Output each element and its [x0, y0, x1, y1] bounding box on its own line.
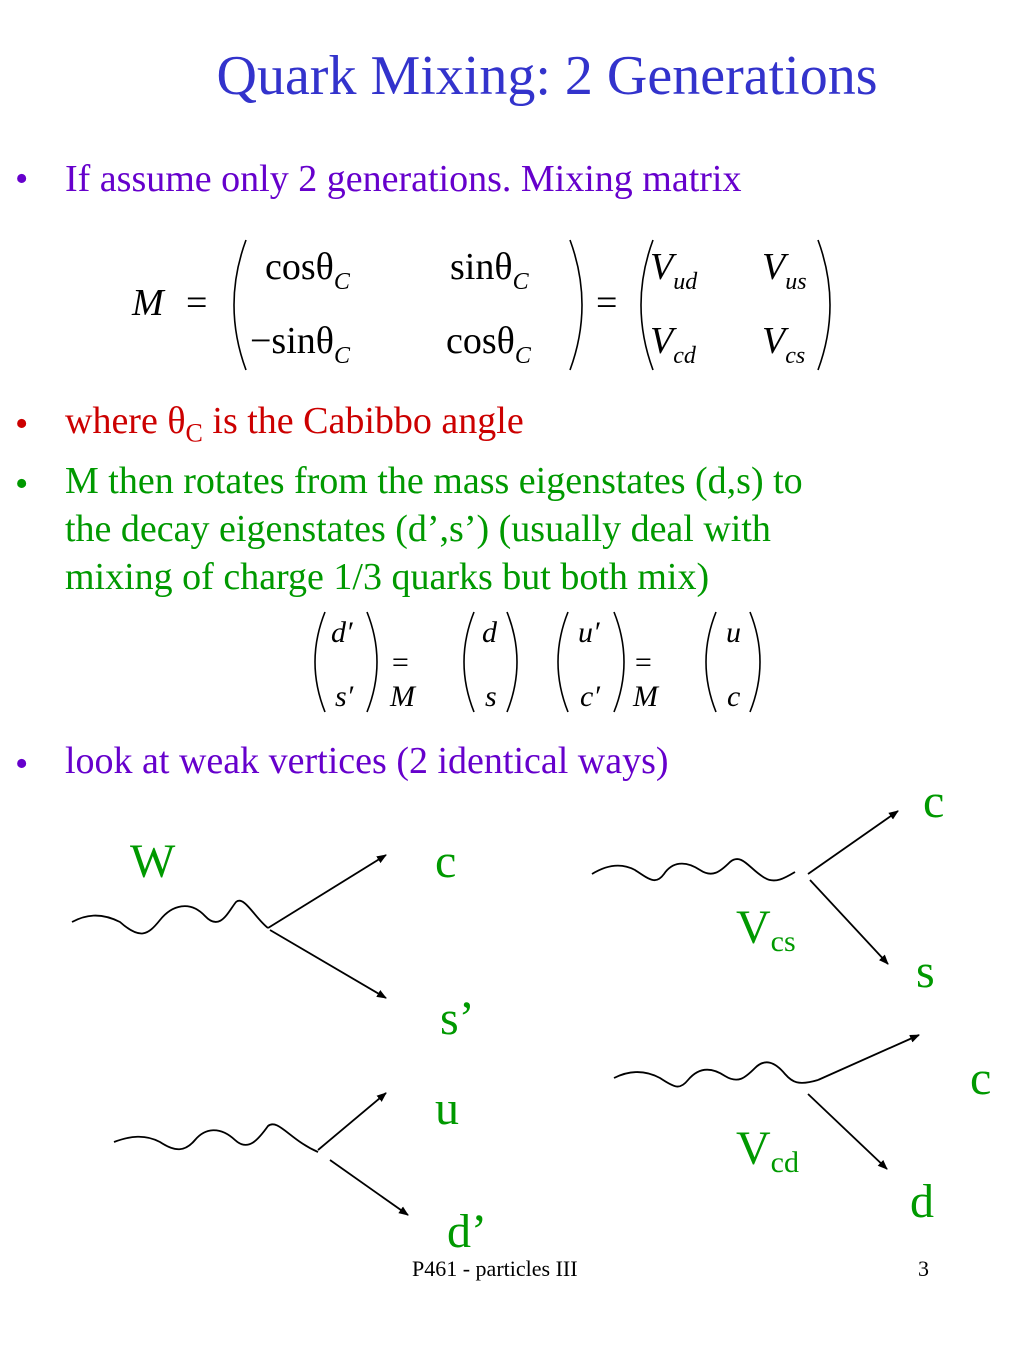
- ckm-vud: $V_{ud}$: [650, 246, 698, 295]
- w-boson-line-1: [72, 901, 268, 934]
- label-u: u: [435, 1082, 459, 1135]
- vec-d-bot: c: [727, 680, 741, 713]
- equals-sign: =: [186, 282, 208, 324]
- w-boson-line-4: [614, 1062, 818, 1086]
- label-vcd: Vcd: [736, 1122, 799, 1179]
- vec-c-bot: c′: [580, 680, 600, 713]
- bullet-cabibbo-angle: where $\theta_C$ is the Cabibbo angle: [65, 400, 524, 448]
- matrix-lhs: M: [132, 282, 164, 324]
- label-vcs: Vcs: [736, 901, 796, 958]
- eq-m-2: = M: [633, 646, 658, 713]
- matrix-brackets: [234, 240, 830, 712]
- label-c-top-right: c: [923, 775, 945, 828]
- footer-page-number: 3: [918, 1256, 929, 1281]
- vec-a-bot: s′: [335, 680, 354, 713]
- label-c-right: c: [970, 1052, 992, 1105]
- ckm-vcs: $V_{cs}$: [762, 320, 806, 369]
- footer-course: P461 - particles III: [412, 1256, 578, 1281]
- bullet-rotation-line-3: mixing of charge 1/3 quarks but both mix): [65, 556, 710, 598]
- matrix-cell-21: −sinθ$_C$: [250, 320, 350, 369]
- bullet-weak-vertices: look at weak vertices (2 identical ways): [65, 740, 669, 782]
- label-w: W: [130, 835, 176, 888]
- bullet-mixing-matrix: If assume only 2 generations. Mixing matrix: [65, 158, 742, 200]
- vec-d-top: u: [726, 616, 741, 649]
- bullet-marker: •: [15, 743, 29, 785]
- vec-b-bot: s: [485, 680, 497, 713]
- bullet-rotation-line-1: M then rotates from the mass eigenstates (d,s) to: [65, 460, 803, 502]
- bullet-rotation-line-2: the decay eigenstates (d’,s’) (usually deal with: [65, 508, 771, 550]
- vec-c-top: u′: [578, 616, 600, 649]
- label-s: s: [916, 945, 935, 998]
- ckm-vcd: $V_{cd}$: [650, 320, 696, 369]
- vec-a-top: d′: [331, 616, 353, 649]
- bullet-marker: •: [15, 463, 29, 505]
- label-d: d: [910, 1175, 934, 1228]
- equals-sign-2: =: [596, 282, 618, 324]
- page-title: Quark Mixing: 2 Generations: [216, 45, 878, 107]
- bullet-marker: •: [15, 158, 29, 200]
- matrix-cell-12: sinθ$_C$: [450, 246, 529, 295]
- bullet-marker: •: [15, 403, 29, 445]
- label-s-prime: s’: [440, 992, 475, 1045]
- label-c-1: c: [435, 835, 457, 888]
- vec-b-top: d: [482, 616, 497, 649]
- matrix-cell-11: cosθ$_C$: [265, 246, 350, 295]
- w-boson-line-3: [592, 859, 795, 880]
- w-boson-line-2: [114, 1124, 318, 1152]
- ckm-vus: $V_{us}$: [762, 246, 807, 295]
- eq-m-1: = M: [390, 646, 415, 713]
- label-d-prime: d’: [447, 1205, 487, 1258]
- matrix-cell-22: cosθ$_C$: [446, 320, 531, 369]
